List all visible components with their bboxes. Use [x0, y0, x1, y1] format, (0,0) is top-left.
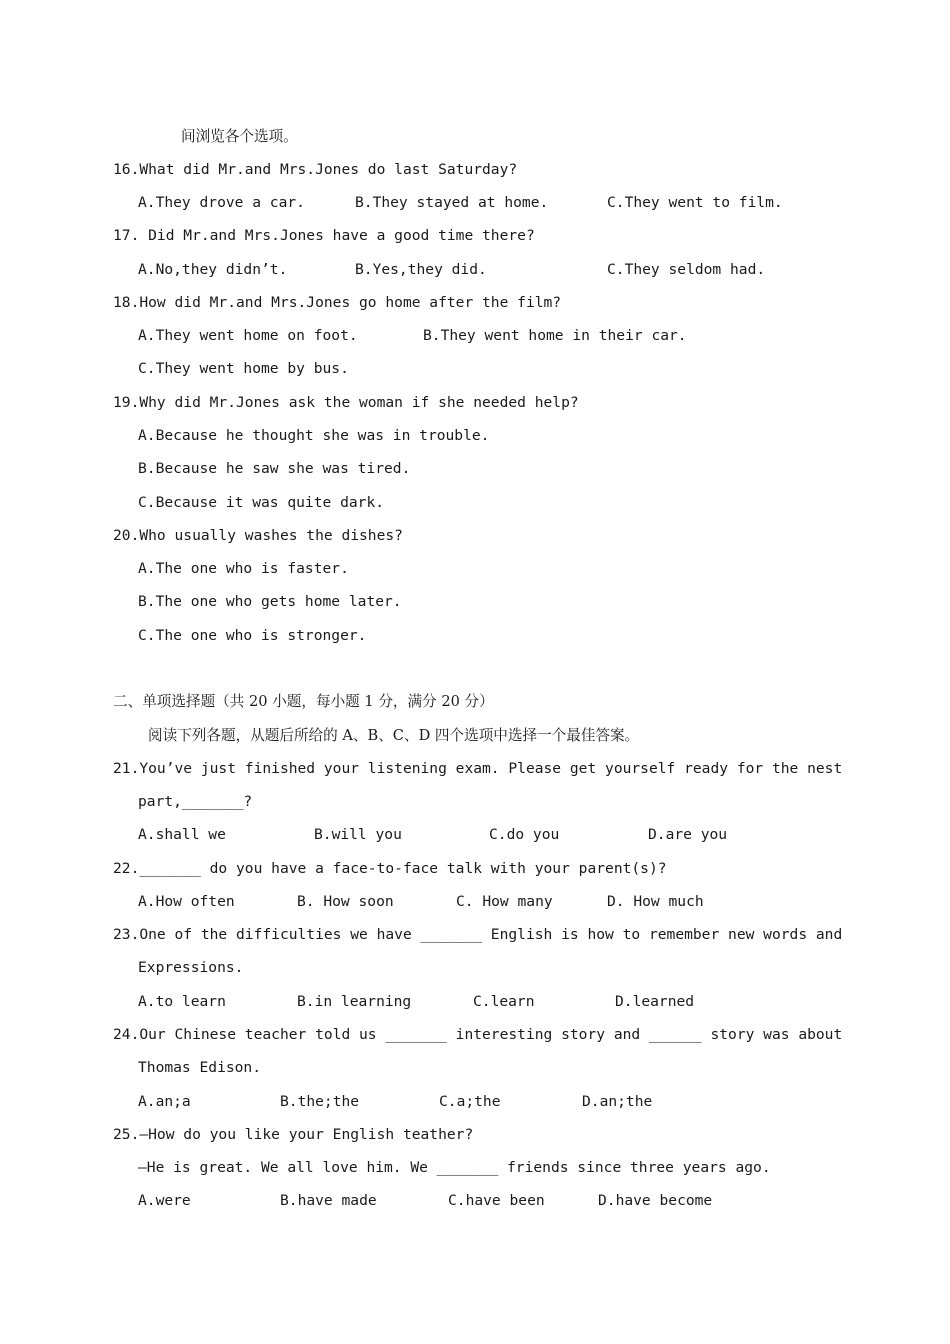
question-text: One of the difficulties we have _______ English is how to remember new words and — [139, 926, 843, 943]
option-22-b: B. How soon — [297, 893, 394, 910]
question-24-stem — [113, 1025, 842, 1045]
option-19-a: A.Because he thought she was in trouble. — [138, 427, 490, 444]
question-text: —How do you like your English teather? — [139, 1126, 474, 1143]
question-text: What did Mr.and Mrs.Jones do last Saturday? — [139, 161, 518, 178]
question-number: 21. — [113, 760, 140, 777]
option-23-b: B.in learning — [297, 993, 412, 1010]
question-number: 18. — [113, 294, 140, 311]
option-16-a: A.They drove a car. — [138, 194, 305, 211]
question-21-stem — [113, 759, 842, 779]
section-2-title: 二、单项选择题（共 20 小题，每小题 1 分，满分 20 分） — [113, 693, 494, 710]
question-19-stem — [113, 393, 579, 413]
option-18-b: B.They went home in their car. — [423, 327, 687, 344]
question-text: Did Mr.and Mrs.Jones have a good time there? — [139, 227, 535, 244]
option-22-a: A.How often — [138, 893, 235, 910]
question-16-stem — [113, 160, 517, 180]
option-18-c: C.They went home by bus. — [138, 360, 349, 377]
option-25-c: C.have been — [448, 1192, 545, 1209]
question-23-stem — [113, 925, 842, 945]
question-number: 19. — [113, 394, 140, 411]
option-19-b: B.Because he saw she was tired. — [138, 460, 411, 477]
option-25-d: D.have become — [598, 1192, 713, 1209]
question-17-stem — [113, 226, 535, 246]
section-2-instruction: 阅读下列各题，从题后所给的 A、B、C、D 四个选项中选择一个最佳答案。 — [148, 727, 640, 744]
question-number: 24. — [113, 1026, 140, 1043]
question-text: You’ve just finished your listening exam. Please get yourself ready for the nest — [139, 760, 843, 777]
option-21-b: B.will you — [314, 826, 402, 843]
question-25-stem-cont: —He is great. We all love him. We _______ friends since three years ago. — [138, 1159, 771, 1176]
option-19-c: C.Because it was quite dark. — [138, 494, 385, 511]
option-24-a: A.an;a — [138, 1093, 191, 1110]
question-24-stem-cont: Thomas Edison. — [138, 1059, 262, 1076]
option-20-a: A.The one who is faster. — [138, 560, 349, 577]
option-25-a: A.were — [138, 1192, 191, 1209]
question-18-stem — [113, 293, 561, 313]
question-number: 22. — [113, 860, 140, 877]
option-21-d: D.are you — [648, 826, 728, 843]
option-24-b: B.the;the — [280, 1093, 360, 1110]
option-23-d: D.learned — [615, 993, 695, 1010]
option-23-c: C.learn — [473, 993, 535, 1010]
option-22-c: C. How many — [456, 893, 553, 910]
option-18-a: A.They went home on foot. — [138, 327, 358, 344]
option-21-a: A.shall we — [138, 826, 226, 843]
question-number: 17. — [113, 227, 140, 244]
question-23-stem-cont: Expressions. — [138, 959, 244, 976]
option-24-d: D.an;the — [582, 1093, 653, 1110]
question-number: 23. — [113, 926, 140, 943]
option-23-a: A.to learn — [138, 993, 226, 1010]
question-text: Why did Mr.Jones ask the woman if she needed help? — [139, 394, 579, 411]
option-17-a: A.No,they didn’t. — [138, 261, 288, 278]
question-number: 20. — [113, 527, 140, 544]
intro-tail: 间浏览各个选项。 — [181, 128, 298, 145]
option-17-c: C.They seldom had. — [607, 261, 766, 278]
option-17-b: B.Yes,they did. — [355, 261, 487, 278]
option-25-b: B.have made — [280, 1192, 377, 1209]
option-20-c: C.The one who is stronger. — [138, 627, 367, 644]
question-20-stem — [113, 526, 403, 546]
question-text: _______ do you have a face-to-face talk with your parent(s)? — [139, 860, 667, 877]
option-16-b: B.They stayed at home. — [355, 194, 549, 211]
question-22-stem — [113, 859, 667, 879]
option-22-d: D. How much — [607, 893, 704, 910]
question-number: 16. — [113, 161, 140, 178]
option-21-c: C.do you — [489, 826, 560, 843]
question-text: Who usually washes the dishes? — [139, 527, 403, 544]
option-24-c: C.a;the — [439, 1093, 501, 1110]
question-text: How did Mr.and Mrs.Jones go home after the film? — [139, 294, 562, 311]
question-number: 25. — [113, 1126, 140, 1143]
question-21-stem-cont: part,_______? — [138, 793, 253, 810]
question-25-stem — [113, 1125, 473, 1145]
question-text: Our Chinese teacher told us _______ interesting story and ______ story was about — [139, 1026, 843, 1043]
option-20-b: B.The one who gets home later. — [138, 593, 402, 610]
option-16-c: C.They went to film. — [607, 194, 783, 211]
